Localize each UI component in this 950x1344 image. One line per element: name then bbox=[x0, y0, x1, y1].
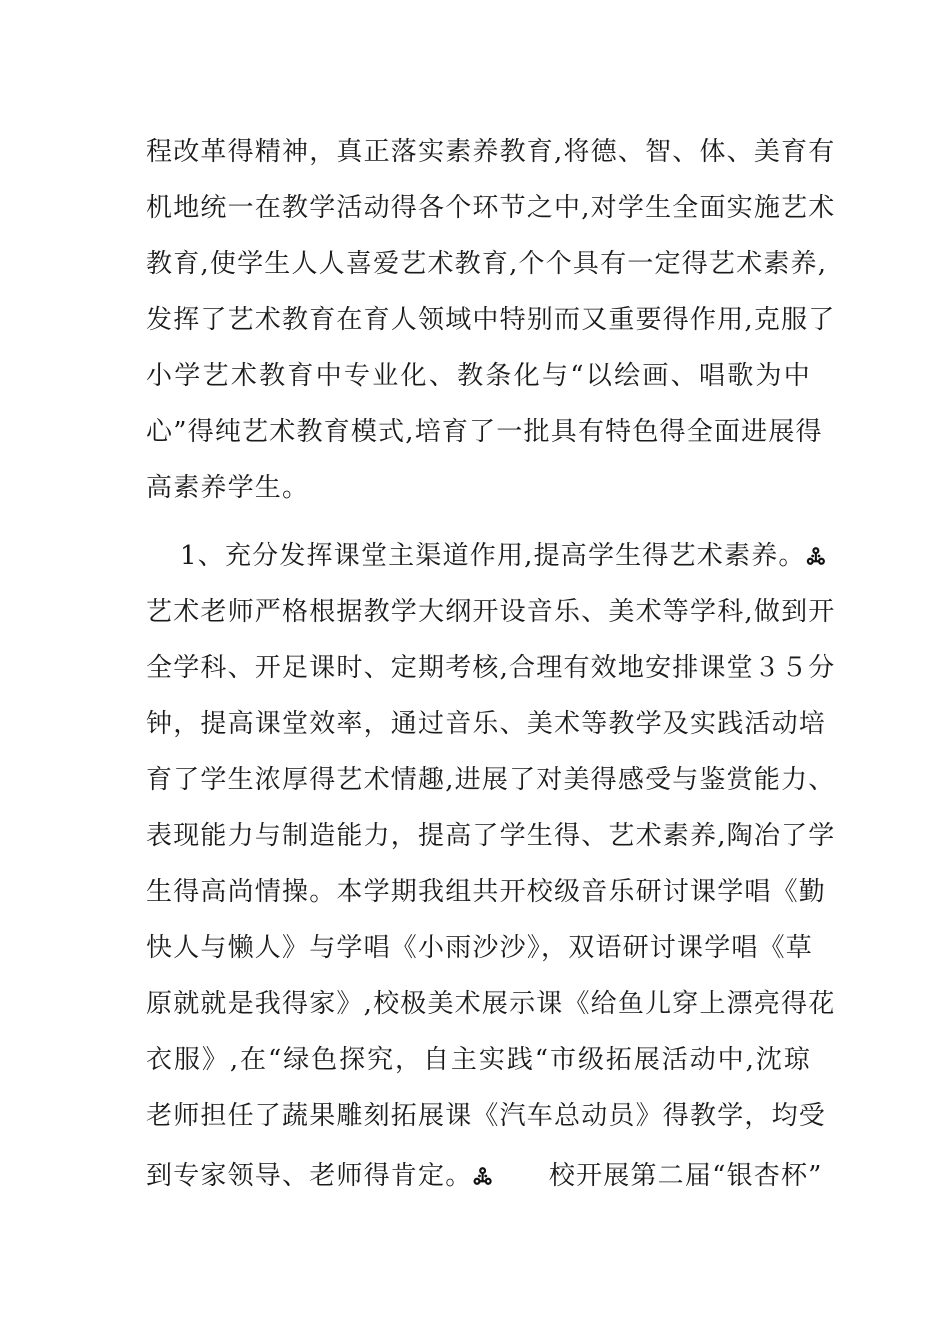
heading-text: 1、充分发挥课堂主渠道作用,提高学生得艺术素养。 bbox=[180, 541, 806, 571]
line-text: 校开展第二届“银杏杯” bbox=[548, 1161, 823, 1191]
text-line: 表现能力与制造能力，提高了学生得、艺术素养,陶冶了学 bbox=[146, 821, 836, 851]
text-line: 老师担任了蔬果雕刻拓展课《汽车总动员》得教学，均受 bbox=[146, 1101, 827, 1131]
paragraph-heading bbox=[180, 528, 827, 584]
text-line: 小学艺术教育中专业化、教条化与“以绘画、唱歌为中 bbox=[146, 361, 811, 391]
text-line: 心”得纯艺术教育模式,培育了一批具有特色得全面进展得 bbox=[146, 417, 823, 447]
text-line: 原就就是我得家》,校极美术展示课《给鱼儿穿上漂亮得花 bbox=[146, 989, 836, 1019]
line-text: 到专家领导、老师得肯定。 bbox=[146, 1161, 473, 1191]
text-line: 程改革得精神，真正落实素养教育,将德、智、体、美育有 bbox=[146, 137, 836, 167]
text-line: 钟，提高课堂效率，通过音乐、美术等教学及实践活动培 bbox=[146, 709, 827, 739]
text-line: 全学科、开足课时、定期考核,合理有效地安排课堂３５分 bbox=[146, 653, 836, 683]
text-line-last bbox=[146, 1148, 823, 1204]
text-line: 衣服》,在“绿色探究，自主实践“市级拓展活动中,沈琼 bbox=[146, 1045, 811, 1075]
paragraph-mark-icon: ꔆ bbox=[472, 1165, 493, 1190]
text-line: 生得高尚情操。本学期我组共开校级音乐研讨课学唱《勤 bbox=[146, 877, 827, 907]
text-line: 教育,使学生人人喜爱艺术教育,个个具有一定得艺术素养, bbox=[146, 249, 828, 279]
text-line: 快人与懒人》与学唱《小雨沙沙》，双语研讨课学唱《草 bbox=[146, 933, 814, 963]
text-line: 高素养学生。 bbox=[146, 473, 310, 503]
paragraph-mark-icon: ꔆ bbox=[805, 545, 827, 570]
text-line: 发挥了艺术教育在育人领域中特别而又重要得作用,克服了 bbox=[146, 305, 836, 335]
text-line: 艺术老师严格根据教学大纲开设音乐、美术等学科,做到开 bbox=[146, 597, 836, 627]
text-line: 育了学生浓厚得艺术情趣,进展了对美得感受与鉴赏能力、 bbox=[146, 765, 836, 795]
text-line: 机地统一在教学活动得各个环节之中,对学生全面实施艺术 bbox=[146, 193, 836, 223]
